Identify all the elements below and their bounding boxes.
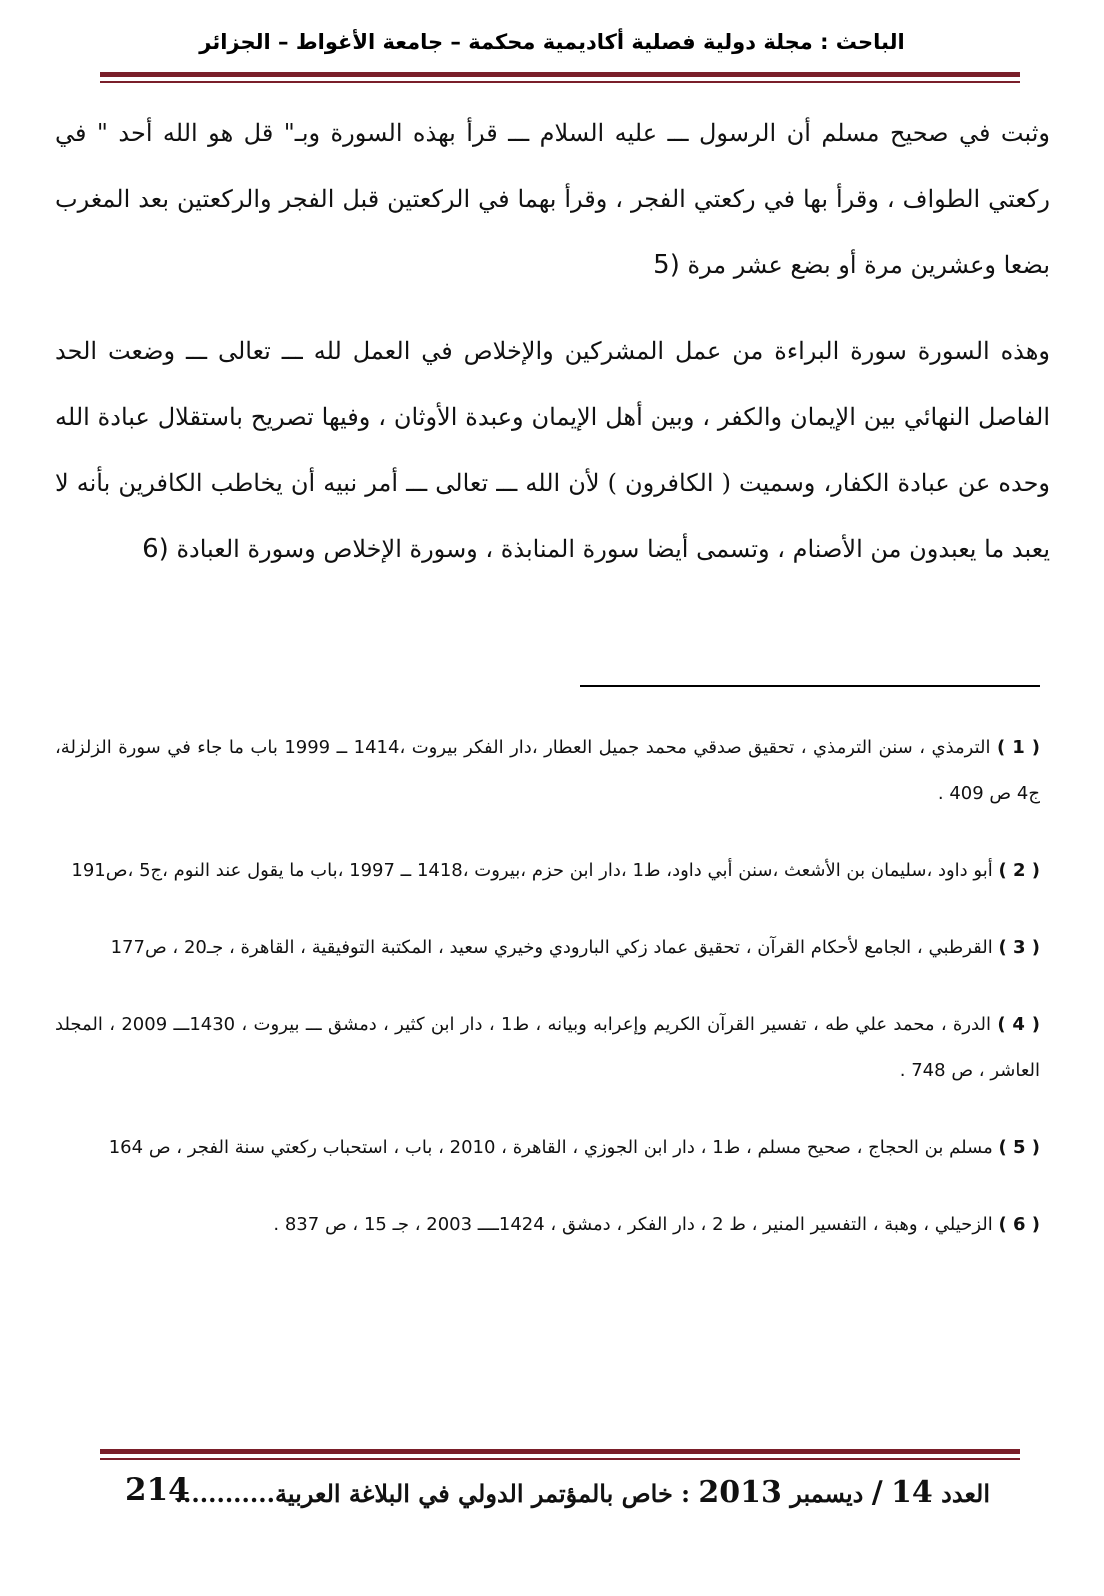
footnote-number: ( 3 ) [998,937,1040,958]
paragraph-2-text: وهذه السورة سورة البراءة من عمل المشركين والإخلاص في العمل لله ـــ تعالى ـــ وضعت الحد الفاصل النهائي بين الإيمان والكفر ، وبين أهل الإيمان وعبدة الأوثان ، وفيها تصريح باستقلال عبادة الله وحده عن عبادة الكفار، وسميت ( الكافرون ) لأن الله ـــ تعالى ـــ أمر نبيه أن يخاطب الكافرين بأنه لا يعبد ما يعبدون من الأصنام ، وتسمى أيضا سورة المنابذة ، وسورة الإخلاص وسورة العبادة [55,337,1050,563]
footnote-item [55,925,1040,971]
header-rule-thin [100,81,1020,83]
footnote-number: ( 6 ) [998,1214,1040,1235]
paragraph-1 [55,100,1050,298]
footer-rule-thin [100,1458,1020,1460]
reference-marker-6: (6 [142,534,169,564]
footer-issue-info [100,1475,990,1510]
footnote-text: الزحيلي ، وهبة ، التفسير المنير ، ط 2 ، دار الفكر ، دمشق ، 1424ــــ 2003 ، جـ 15 ، ص 837 . [273,1214,993,1235]
footnote-text: القرطبي ، الجامع لأحكام القرآن ، تحقيق عماد زكي البارودي وخيري سعيد ، المكتبة التوفيقية ، القاهرة ، جـ20 ، ص177 [110,937,993,958]
reference-marker-5: (5 [653,250,680,280]
footnote-text: أبو داود ،سليمان بن الأشعث ،سنن أبي داود، ط1 ،دار ابن حزم ،بيروت ،1418 ــ 1997 ،باب ما يقول عند النوم ،ج5 ،ص191 [71,860,993,881]
issue-month: ديسمبر [790,1479,864,1508]
footnote-text: مسلم بن الحجاج ، صحيح مسلم ، ط1 ، دار ابن الجوزي ، القاهرة ، 2010 ، باب ، استحباب ركعتي سنة الفجر ، ص 164 [108,1137,993,1158]
footnote-number: ( 4 ) [997,1014,1041,1035]
footnote-item [55,1202,1040,1248]
paragraph-1-text: وثبت في صحيح مسلم أن الرسول ـــ عليه السلام ـــ قرأ بهذه السورة وبـ" قل هو الله أحد " في ركعتي الطواف ، وقرأ بها في ركعتي الفجر ، وقرأ بهما في الركعتين قبل الفجر والركعتين بعد المغرب بضعا وعشرين مرة أو بضع عشر مرة [55,119,1050,279]
header-rule-thick [100,72,1020,77]
issue-description: : خاص بالمؤتمر الدولي في البلاغة العربية............ [174,1479,690,1508]
footnote-number: ( 2 ) [998,860,1040,881]
footnote-text: الدرة ، محمد علي طه ، تفسير القرآن الكريم وإعرابه وبيانه ، ط1 ، دار ابن كثير ، دمشق ـــ بيروت ، 1430ـــ 2009 ، المجلد العاشر ، ص 748 . [55,1014,1040,1081]
footnote-item [55,1002,1040,1094]
issue-number: 14 [891,1475,933,1510]
footnote-number: ( 5 ) [998,1137,1040,1158]
paragraph-2 [55,318,1050,582]
page-number: 214 [125,1472,190,1508]
footnote-text: الترمذي ، سنن الترمذي ، تحقيق صدقي محمد جميل العطار ،دار الفكر بيروت ،1414 ــ 1999 باب ما جاء في سورة الزلزلة، ج4 ص 409 . [55,737,1040,804]
issue-separator: / [871,1475,883,1510]
footnote-item [55,1125,1040,1171]
footnotes-list [55,725,1040,1279]
issue-label: العدد [941,1479,990,1508]
journal-header-title: الباحث : مجلة دولية فصلية أكاديمية محكمة – جامعة الأغواط – الجزائر [199,30,905,54]
footnote-item [55,848,1040,894]
footer-rule-thick [100,1449,1020,1454]
footnote-number: ( 1 ) [996,737,1041,758]
main-text [55,100,1050,582]
issue-year: 2013 [698,1475,782,1510]
footnote-item [55,725,1040,817]
footnote-separator [580,685,1040,687]
